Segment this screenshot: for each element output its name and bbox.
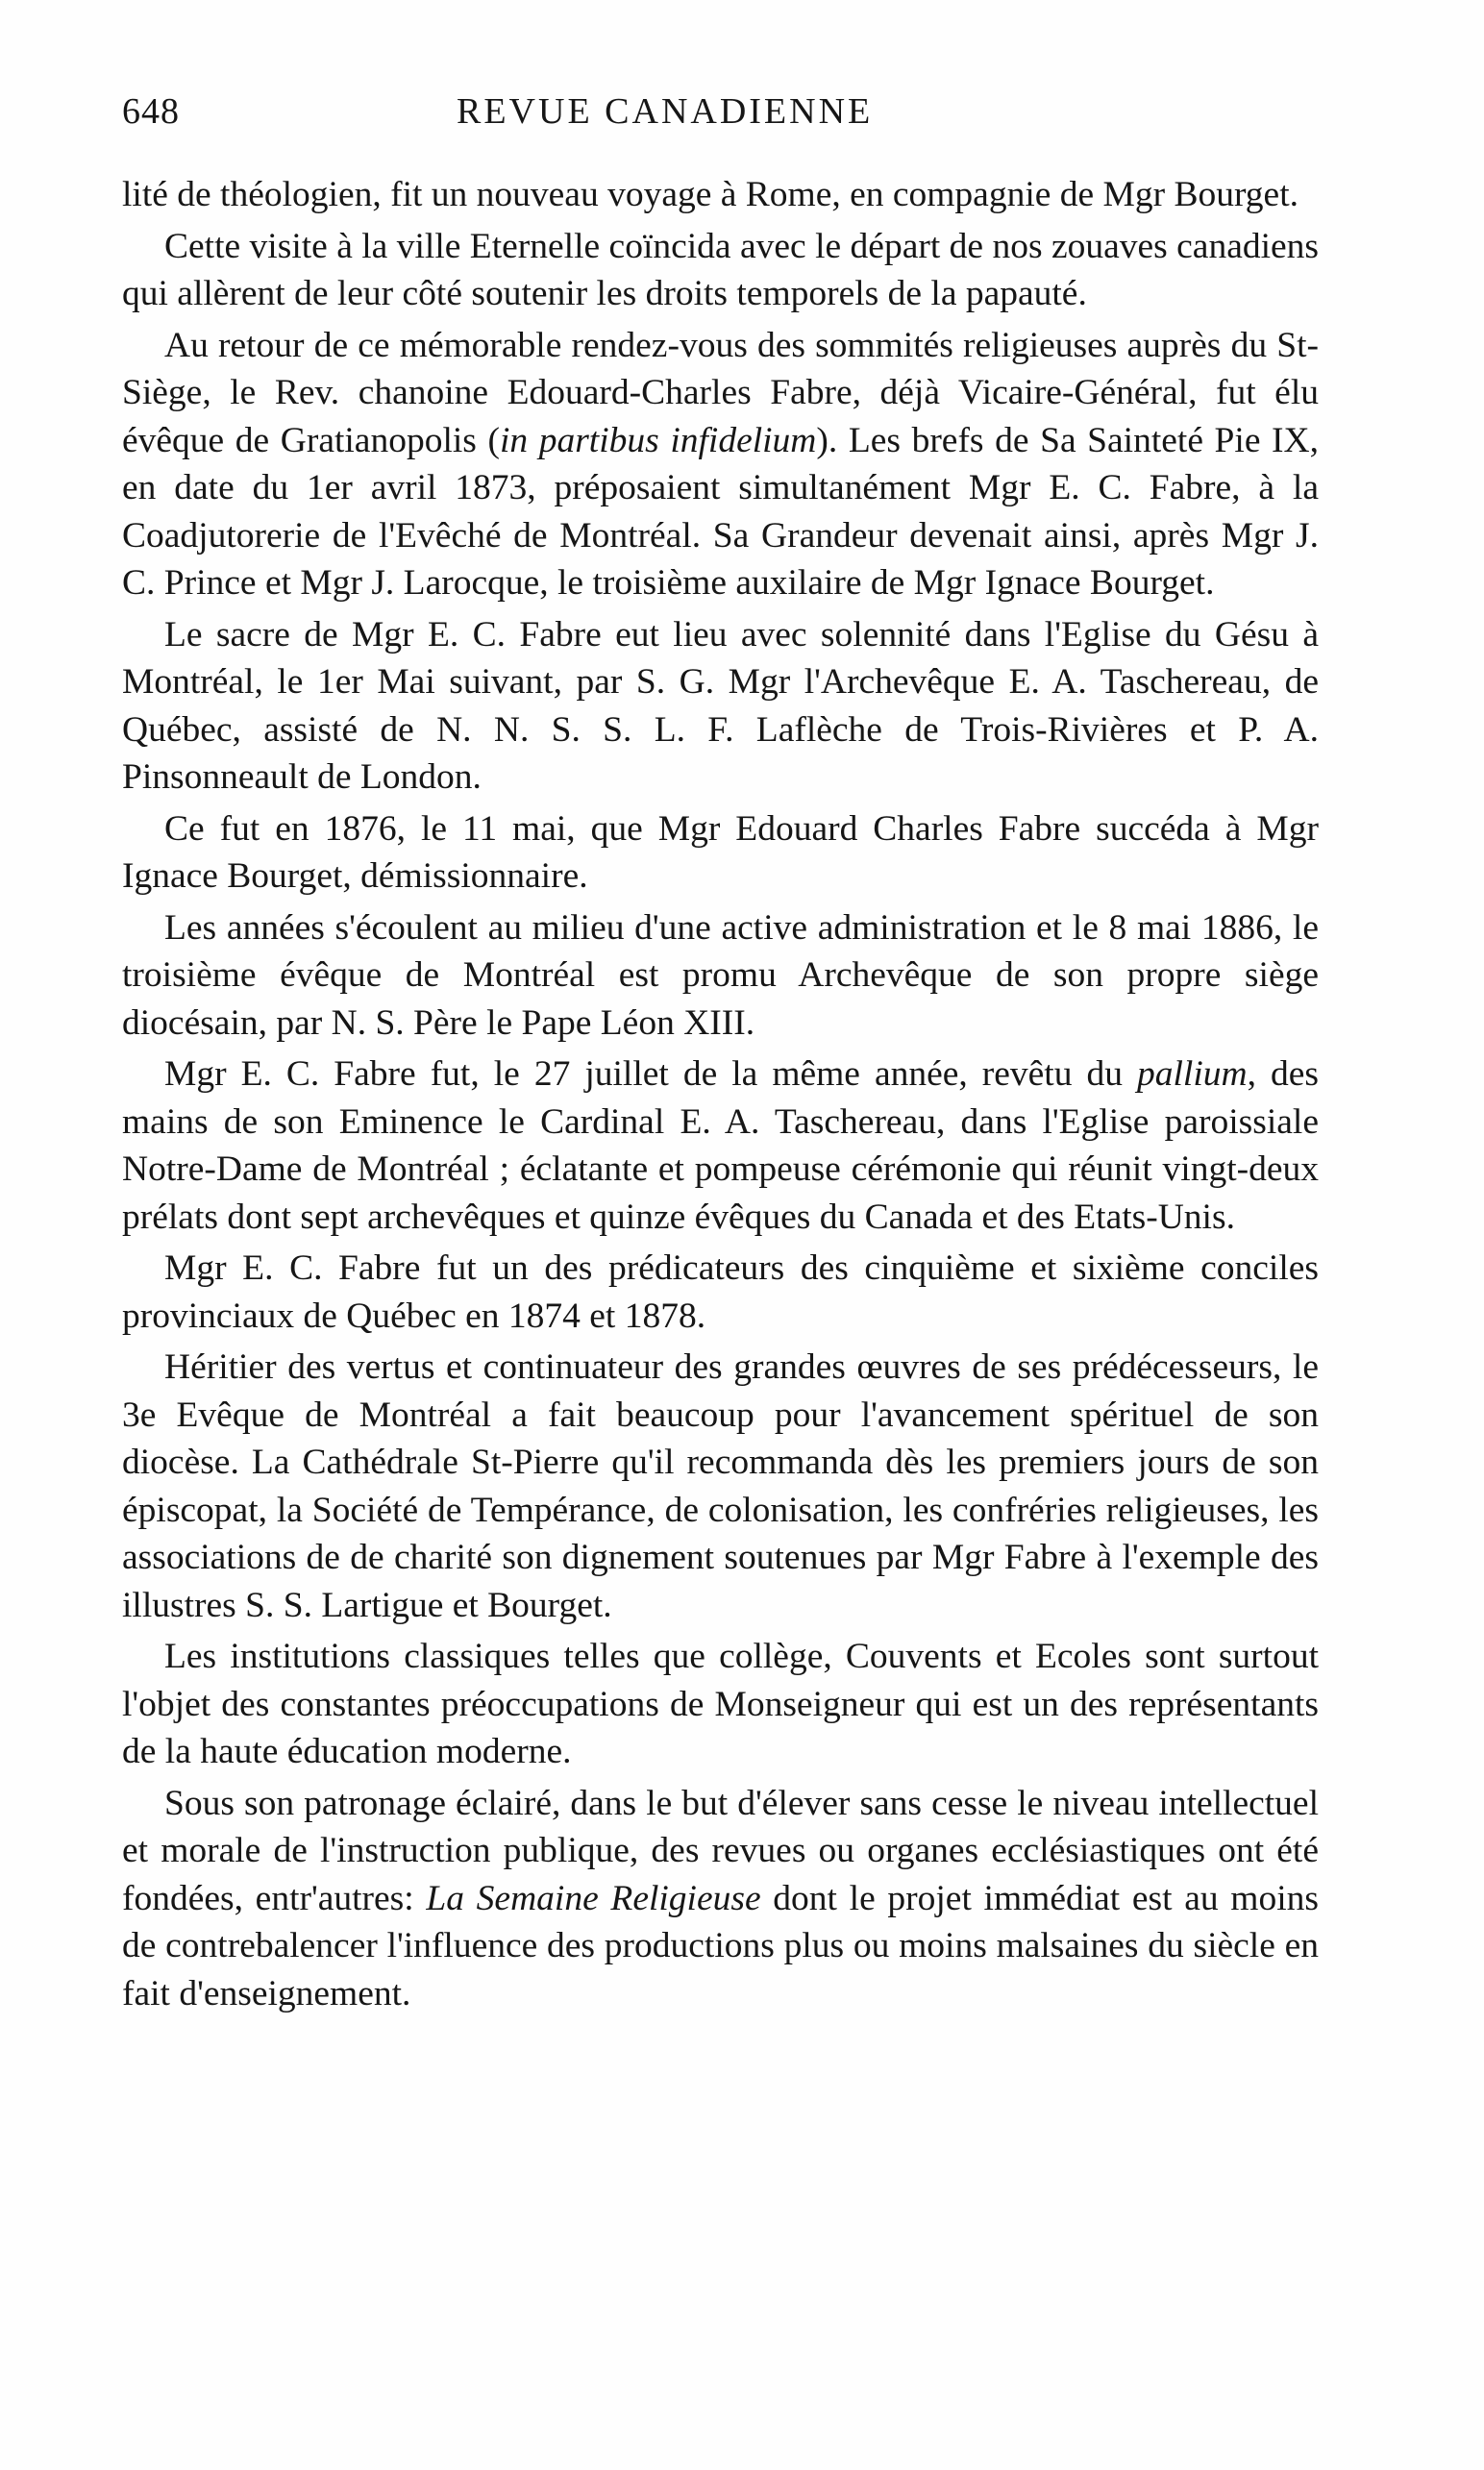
body-text [122,171,1319,2017]
text-run: Au retour de ce mémorable rendez-vous des sommités religieuses auprès du St-Siège, le Rev. chanoine Edouard-Charles Fabre, déjà Vicaire-Général, fut élu évêque de Gratianopolis ( [122,325,1319,460]
text-run: Héritier des vertus et continuateur des grandes œuvres de ses prédécesseurs, le 3e Evêque de Montréal a fait beaucoup pour l'avancement spérituel de son diocèse. La Cathédrale St-Pierre qu'il recommanda dès les premiers jours de son épiscopat, la Société de Tempérance, de colonisation, les confréries religieuses, les associations de de charité son dignement soutenues par Mgr Fabre à l'exemple des illustres S. S. Lartigue et Bourget. [122,1347,1319,1625]
text-run: lité de théologien, fit un nouveau voyage à Rome, en compagnie de Mgr Bourget. [122,175,1298,214]
text-run: Mgr E. C. Fabre fut, le 27 juillet de la même année, revêtu du [164,1054,1138,1094]
text-run: dont le projet immédiat est au moins de contrebalencer l'influence des productions plus ou moins malsaines du siècle en fait d'enseignement. [122,1878,1319,2013]
text-run: ). Les brefs de Sa Sainteté Pie IX, en date du 1er avril 1873, préposaient simultanément Mgr E. C. Fabre, à la Coadjutorerie de l'Evêché de Montréal. Sa Grandeur devenait ainsi, après Mgr J. C. Prince et Mgr J. Larocque, le troisième auxilaire de Mgr Ignace Bourget. [122,420,1319,603]
text-run: Ce fut en 1876, le 11 mai, que Mgr Edouard Charles Fabre succéda à Mgr Ignace Bourget, démissionnaire. [122,808,1319,896]
paragraph-5 [122,805,1319,901]
paragraph-4 [122,611,1319,802]
text-run: Cette visite à la ville Eternelle coïncida avec le départ de nos zouaves canadiens qui allèrent de leur côté soutenir les droits temporels de la papauté. [122,226,1319,313]
paragraph-8 [122,1245,1319,1340]
running-title: REVUE CANADIENNE [457,91,874,132]
text-run: Les institutions classiques telles que collège, Couvents et Ecoles sont surtout l'objet des constantes préoccupations de Monseigneur qui est un des représentants de la haute éducation moderne. [122,1637,1319,1771]
paragraph-9 [122,1344,1319,1629]
italic-latin-phrase: in partibus infidelium [499,420,817,460]
paragraph-3 [122,322,1319,607]
italic-pallium: pallium [1137,1054,1248,1094]
paragraph-6 [122,904,1319,1048]
text-run: , des mains de son Eminence le Cardinal E. A. Taschereau, dans l'Eglise paroissiale Notre-Dame de Montréal ; éclatante et pompeuse cérémonie qui réunit vingt-deux prélats dont sept archevêques et quinze évêques du Canada et des Etats-Unis. [122,1054,1319,1237]
paragraph-2 [122,223,1319,318]
paragraph-7 [122,1050,1319,1241]
italic-publication-title: La Semaine Religieuse [426,1878,761,1918]
page-number: 648 [122,91,180,132]
text-run: Mgr E. C. Fabre fut un des prédicateurs des cinquième et sixième conciles provinciaux de Québec en 1874 et 1878. [122,1248,1319,1336]
text-run: Les années s'écoulent au milieu d'une active administration et le 8 mai 1886, le troisième évêque de Montréal est promu Archevêque de son propre siège diocésain, par N. S. Père le Pape Léon XIII. [122,907,1319,1043]
text-run: Le sacre de Mgr E. C. Fabre eut lieu avec solennité dans l'Eglise du Gésu à Montréal, le 1er Mai suivant, par S. G. Mgr l'Archevêque E. A. Taschereau, de Québec, assisté de N. N. S. S. L. F. Laflèche de Trois-Rivières et P. A. Pinsonneault de London. [122,614,1319,797]
paragraph-10 [122,1633,1319,1776]
paragraph-1 [122,171,1319,219]
page-header [122,90,1314,144]
paragraph-11 [122,1780,1319,2018]
text-run: Sous son patronage éclairé, dans le but d'élever sans cesse le niveau intellectuel et morale de l'instruction publique, des revues ou organes ecclésiastiques ont été fondées, entr'autres: [122,1783,1319,1918]
